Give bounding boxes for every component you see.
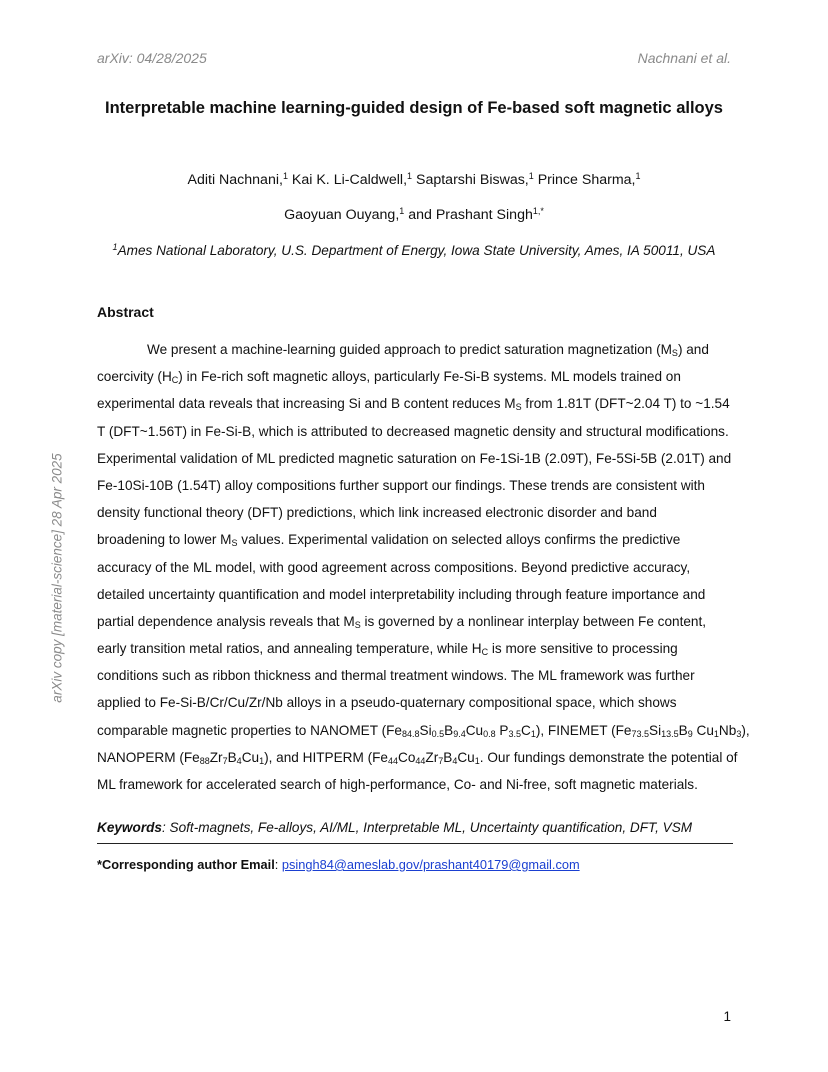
text-run: from 1.81T (DFT~2.04 T) to ~1.54 xyxy=(521,396,730,412)
subscript: 73.5 xyxy=(631,728,650,739)
keywords-text: : Soft-magnets, Fe-alloys, AI/ML, Interpretable ML, Uncertainty quantification, DFT, VSM xyxy=(161,820,693,835)
author-affil-mark: 1,* xyxy=(532,206,544,216)
subscript: 88 xyxy=(199,755,210,766)
subscript: 7 xyxy=(222,755,228,766)
author-name: Gaoyuan Ouyang, xyxy=(284,207,400,223)
text-run: B xyxy=(227,749,237,765)
subscript: 1 xyxy=(259,755,265,766)
subscript: 1 xyxy=(474,755,480,766)
subscript: 9 xyxy=(687,728,693,739)
text-run: experimental data reveals that increasing Si and B content reduces M xyxy=(97,396,516,412)
text-run: Cu xyxy=(465,722,484,738)
abstract-line: applied to Fe-Si-B/Cr/Cu/Zr/Nb alloys in a pseudo-quaternary compositional space, which shows xyxy=(97,695,677,711)
subscript: 1 xyxy=(530,728,536,739)
author-line-1 xyxy=(0,172,828,188)
abstract-line: conditions such as ribbon thickness and thermal treatment windows. The ML framework was further xyxy=(97,668,695,684)
arxiv-stamp-text: arXiv copy [material-science] 28 Apr 2025 xyxy=(49,453,65,703)
page-number: 1 xyxy=(723,1009,731,1024)
text-run: Si xyxy=(419,722,432,738)
abstract-line: Experimental validation of ML predicted magnetic saturation on Fe-1Si-1B (2.09T), Fe-5Si-5B (2.01T) and xyxy=(97,450,732,466)
subscript: 7 xyxy=(438,755,444,766)
subscript: S xyxy=(231,538,238,549)
author-affil-mark: 1 xyxy=(635,171,641,181)
divider xyxy=(97,843,733,844)
text-run: C xyxy=(520,722,531,738)
subscript: C xyxy=(481,647,489,658)
text-run: ), and HITPERM (Fe xyxy=(264,749,388,765)
author-name: Prince Sharma, xyxy=(533,172,636,188)
abstract-heading: Abstract xyxy=(97,304,154,320)
keywords-label: Keywords xyxy=(97,820,162,835)
affiliation xyxy=(0,243,828,258)
paper-title: Interpretable machine learning-guided design of Fe-based soft magnetic alloys xyxy=(105,99,723,117)
author-affil-mark: 1 xyxy=(282,171,288,181)
affiliation-mark: 1 xyxy=(112,242,118,252)
text-run: . Our fundings demonstrate the potential of xyxy=(479,749,738,765)
subscript: 44 xyxy=(415,755,426,766)
subscript: 0.5 xyxy=(431,728,445,739)
text-run: ) in Fe-rich soft magnetic alloys, particularly Fe-Si-B systems. ML models trained on xyxy=(178,369,681,385)
subscript: 44 xyxy=(387,755,398,766)
text-run: We present a machine-learning guided approach to predict saturation magnetization (M xyxy=(147,342,672,357)
subscript: C xyxy=(171,375,179,386)
running-header-right: Nachnani et al. xyxy=(637,50,731,66)
abstract-line: ML framework for accelerated search of high-performance, Co- and Ni-free, soft magnetic materials. xyxy=(97,777,698,792)
abstract-line xyxy=(97,390,737,417)
abstract-body xyxy=(97,336,750,798)
text-run: Zr xyxy=(209,749,223,765)
corresponding-sep: : xyxy=(274,857,282,872)
text-run: values. Experimental validation on selected alloys confirms the predictive xyxy=(237,532,681,548)
abstract-line: Fe-10Si-10B (1.54T) alloy compositions further support our findings. These trends are consistent with xyxy=(97,477,705,493)
text-run: partial dependence analysis reveals that M xyxy=(97,613,355,629)
subscript: S xyxy=(354,619,361,630)
author-name: and Prashant Singh xyxy=(404,207,533,223)
text-run: Cu xyxy=(457,749,475,765)
corresponding-author-label: *Corresponding author Email xyxy=(97,857,275,872)
subscript: 13.5 xyxy=(661,728,679,739)
abstract-line xyxy=(97,363,737,390)
text-run: Co xyxy=(398,749,416,765)
text-run: broadening to lower M xyxy=(97,532,232,548)
subscript: 3 xyxy=(736,728,742,739)
author-name: Kai K. Li-Caldwell, xyxy=(287,172,408,188)
text-run: P xyxy=(495,722,509,738)
author-name: Aditi Nachnani, xyxy=(187,172,283,188)
abstract-line xyxy=(97,635,737,662)
text-run: B xyxy=(678,722,688,738)
abstract-line: detailed uncertainty quantification and model interpretability including through feature importance and xyxy=(97,586,706,602)
author-name: Saptarshi Biswas, xyxy=(412,172,529,188)
abstract-line: T (DFT~1.56T) in Fe-Si-B, which is attributed to decreased magnetic density and structural modifications. xyxy=(97,423,729,439)
subscript: S xyxy=(515,402,522,413)
abstract-line: accuracy of the ML model, with good agreement across compositions. Beyond predictive accuracy, xyxy=(97,559,691,575)
text-run: is more sensitive to processing xyxy=(488,641,678,657)
abstract-line xyxy=(97,608,737,635)
subscript: 3.5 xyxy=(508,728,521,739)
text-run: Si xyxy=(649,722,662,738)
subscript: S xyxy=(671,348,678,358)
text-run: Cu xyxy=(692,722,714,738)
text-run: ), FINEMET (Fe xyxy=(535,722,632,738)
text-run: coercivity (H xyxy=(97,369,172,385)
abstract-line xyxy=(97,526,737,553)
text-run: B xyxy=(444,722,454,738)
text-run: early transition metal ratios, and annealing temperature, while H xyxy=(97,641,482,657)
running-header-left: arXiv: 04/28/2025 xyxy=(97,50,207,66)
author-line-2 xyxy=(0,207,828,223)
abstract-line xyxy=(97,744,737,771)
affiliation-text: Ames National Laboratory, U.S. Department of Energy, Iowa State University, Ames, IA 50011, USA xyxy=(117,243,716,258)
text-run: Cu xyxy=(241,749,260,765)
abstract-line xyxy=(97,336,737,363)
author-affil-mark: 1 xyxy=(407,171,413,181)
text-run: Nb xyxy=(718,722,737,738)
subscript: 4 xyxy=(452,755,458,766)
abstract-line: density functional theory (DFT) predictions, which link increased electronic disorder and band xyxy=(97,505,657,521)
text-run: ) and xyxy=(677,342,709,357)
abstract-line xyxy=(97,717,750,744)
author-affil-mark: 1 xyxy=(399,206,405,216)
subscript: 1 xyxy=(713,728,719,739)
text-run: B xyxy=(443,749,453,765)
email-link[interactable]: psingh84@ameslab.gov/prashant40179@gmail.com xyxy=(281,857,580,872)
text-run: comparable magnetic properties to NANOMET (Fe xyxy=(97,722,402,738)
corresponding-author xyxy=(97,857,580,872)
text-run: NANOPERM (Fe xyxy=(97,749,200,765)
text-run: is governed by a nonlinear interplay between Fe content, xyxy=(360,613,707,629)
subscript: 84.8 xyxy=(401,728,420,739)
subscript: 9.4 xyxy=(453,728,466,739)
author-affil-mark: 1 xyxy=(528,171,534,181)
keywords xyxy=(97,820,692,835)
text-run: Zr xyxy=(425,749,439,765)
subscript: 4 xyxy=(236,755,242,766)
subscript: 0.8 xyxy=(483,728,496,739)
text-run: ), xyxy=(741,722,750,738)
